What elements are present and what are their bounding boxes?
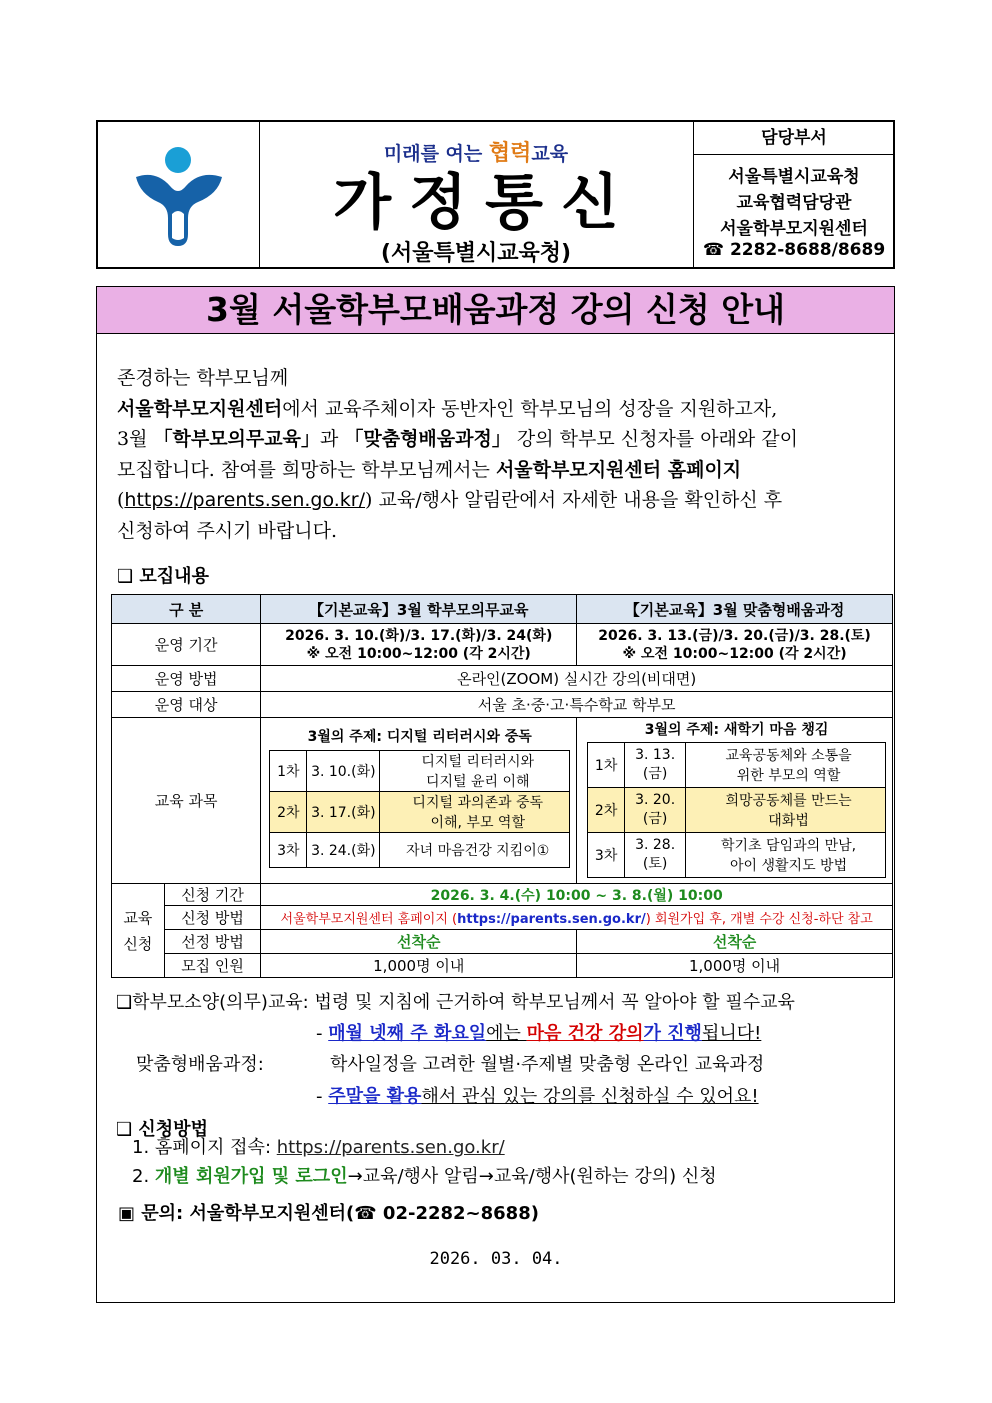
- note-mandatory-sub: - 매월 넷째 주 화요일에는 마음 건강 강의가 진행됩니다!: [316, 1023, 762, 1044]
- period-cell: 2026. 3. 10.(화)/3. 17.(화)/3. 24(화) ※ 오전 10:00~12:00 (각 2시간): [261, 624, 577, 666]
- session-date: 3. 20.(금): [625, 788, 686, 833]
- note-custom-sub: - 주말을 활용해서 관심 있는 강의를 신청하실 수 있어요!: [316, 1086, 759, 1107]
- note-custom-text: 학사일정을 고려한 월별·주제별 맞춤형 온라인 교육과정: [330, 1054, 765, 1075]
- session-topic: 자녀 마음건강 지킴이①: [380, 833, 570, 868]
- row-label: 운영 대상: [112, 692, 261, 718]
- session-topic: 디지털 과의존과 중독 이해, 부모 역할: [380, 792, 570, 833]
- row-label: 신청 기간: [164, 884, 261, 906]
- intro-line: 모집합니다. 참여를 희망하는 학부모님께서는 서울학부모지원센터 홈페이지: [117, 458, 742, 481]
- page-title: 가정통신: [333, 168, 637, 238]
- header-box: [96, 120, 895, 269]
- session-no: 2차: [588, 788, 625, 833]
- homepage-link[interactable]: https://parents.sen.go.kr/: [124, 489, 366, 511]
- session-no: 3차: [270, 833, 307, 868]
- department-header: 담당부서: [694, 122, 894, 155]
- seoul-education-logo: [98, 122, 259, 267]
- row-label: 운영 방법: [112, 666, 261, 692]
- logo-cell: [98, 122, 260, 267]
- recruit-table: [111, 594, 893, 978]
- course-cell-2: [577, 718, 893, 884]
- banner-title: 3월 서울학부모배움과정 강의 신청 안내: [97, 287, 894, 334]
- session-date: 3. 17.(화): [307, 792, 380, 833]
- intro-line: 신청하여 주시기 바랍니다.: [117, 519, 338, 542]
- method-cell: 온라인(ZOOM) 실시간 강의(비대면): [261, 666, 893, 692]
- period-cell: 2026. 3. 13.(금)/3. 20.(금)/3. 28.(토) ※ 오전 10:00~12:00 (각 2시간): [577, 624, 893, 666]
- department-phone: ☎ 2282-8688/8689: [702, 240, 886, 260]
- session-topic: 디지털 리터러시와 디지털 윤리 이해: [380, 751, 570, 792]
- table-header: 【기본교육】3월 맞춤형배움과정: [577, 595, 893, 624]
- intro-line: 서울학부모지원센터에서 교육주체이자 동반자인 학부모님의 성장을 지원하고자,: [117, 397, 778, 420]
- row-label: 신청 방법: [164, 906, 261, 930]
- table-header: 【기본교육】3월 학부모의무교육: [261, 595, 577, 624]
- session-no: 2차: [270, 792, 307, 833]
- contact-info: ▣ 문의: 서울학부모지원센터(☎ 02-2282~8688): [118, 1203, 539, 1224]
- department-line: 교육협력담당관: [736, 193, 852, 213]
- title-cell: [259, 122, 693, 267]
- session-topic: 교육공동체와 소통을 위한 부모의 역할: [686, 743, 886, 788]
- document-date: 2026. 03. 04.: [429, 1249, 563, 1269]
- page-subtitle: (서울특별시교육청): [380, 241, 572, 266]
- recruit-count: 1,000명 이내: [261, 954, 577, 978]
- step-1-link[interactable]: https://parents.sen.go.kr/: [276, 1137, 505, 1158]
- session-date: 3. 28.(토): [625, 833, 686, 878]
- greeting: 존경하는 학부모님께: [117, 367, 289, 389]
- session-topic: 희망공동체를 만드는 대화법: [686, 788, 886, 833]
- theme-title: 3월의 주제: 디지털 리터러시와 중독: [307, 729, 532, 745]
- row-label: 운영 기간: [112, 624, 261, 666]
- select-method: 선착순: [577, 930, 893, 954]
- session-no: 1차: [270, 751, 307, 792]
- intro-line: 3월 「학부모의무교육」과 「맞춤형배움과정」 강의 학부모 신청자를 아래와 같이: [117, 428, 799, 450]
- theme-title: 3월의 주제: 새학기 마음 챙김: [644, 722, 829, 738]
- department-line: 서울학부모지원센터: [720, 219, 868, 239]
- step-1: 1. 홈페이지 접속: https://parents.sen.go.kr/: [132, 1137, 505, 1158]
- table-header: 구 분: [112, 595, 261, 624]
- course-cell-1: [261, 718, 577, 884]
- step-2: 2. 개별 회원가입 및 로그인→교육/행사 알림→교육/행사(원하는 강의) 신청: [132, 1166, 717, 1187]
- recruit-count: 1,000명 이내: [577, 954, 893, 978]
- apply-method: 서울학부모지원센터 홈페이지 (https://parents.sen.go.kr/) 회원가입 후, 개별 수강 신청-하단 참고: [261, 906, 893, 930]
- course-list-1: [269, 750, 570, 868]
- department-cell: [693, 122, 894, 267]
- apply-period: 2026. 3. 4.(수) 10:00 ~ 3. 8.(월) 10:00: [261, 884, 893, 906]
- session-topic: 학기초 담임과의 만남, 아이 생활지도 방법: [686, 833, 886, 878]
- section-recruit-heading: ❑ 모집내용: [117, 566, 209, 587]
- course-list-2: [587, 742, 886, 878]
- target-cell: 서울 초·중·고·특수학교 학부모: [261, 692, 893, 718]
- department-line: 서울특별시교육청: [728, 167, 860, 187]
- row-label: 교육 과목: [112, 718, 261, 884]
- session-no: 1차: [588, 743, 625, 788]
- session-date: 3. 24.(화): [307, 833, 380, 868]
- note-mandatory: ❑학부모소양(의무)교육: 법령 및 지침에 근거하여 학부모님께서 꼭 알아야 할 필수교육: [116, 992, 795, 1013]
- row-label: 모집 인원: [164, 954, 261, 978]
- select-method: 선착순: [261, 930, 577, 954]
- session-date: 3. 13.(금): [625, 743, 686, 788]
- intro-line: (https://parents.sen.go.kr/) 교육/행사 알림란에서 자세한 내용을 확인하신 후: [117, 489, 783, 511]
- section-apply-heading: ❑ 신청방법: [116, 1119, 208, 1140]
- slogan: 미래를 여는 협력교육: [383, 141, 569, 166]
- apply-link[interactable]: https://parents.sen.go.kr/: [457, 912, 646, 927]
- intro-text: [117, 363, 877, 546]
- row-label: 선정 방법: [164, 930, 261, 954]
- session-date: 3. 10.(화): [307, 751, 380, 792]
- session-no: 3차: [588, 833, 625, 878]
- apply-group-label: 교육 신청: [112, 884, 165, 978]
- note-custom-label: 맞춤형배움과정:: [136, 1054, 264, 1075]
